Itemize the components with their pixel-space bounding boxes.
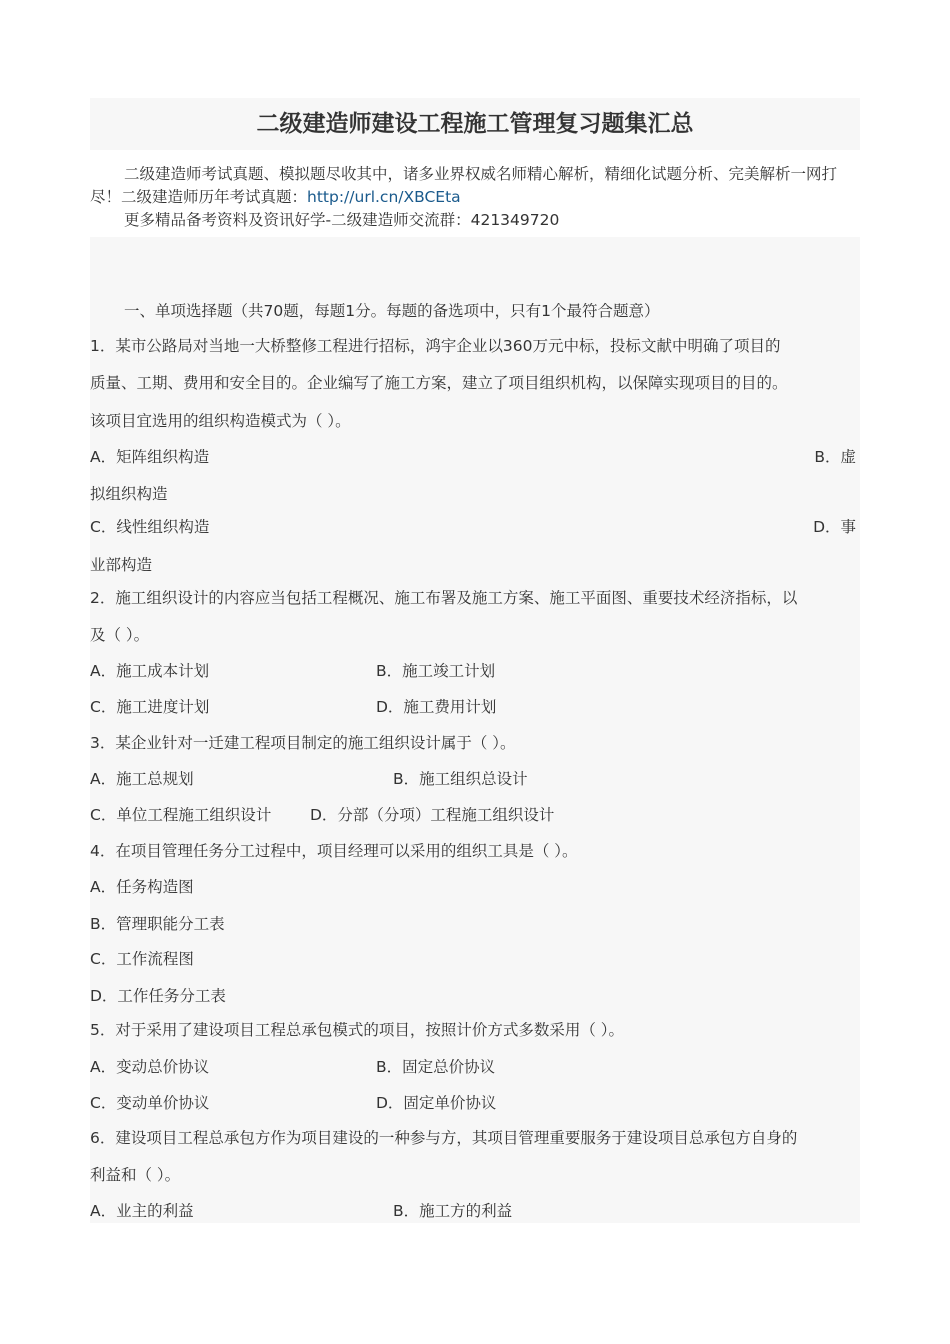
question-2-option-a: A．施工成本计划	[90, 662, 210, 680]
intro-group-line: 更多精品备考资料及资讯好学-二级建造师交流群：421349720	[124, 211, 560, 229]
question-1-option-b: B．虚	[814, 448, 856, 466]
question-2-stem-line-1: 2．施工组织设计的内容应当包括工程概况、施工布署及施工方案、施工平面图、重要技术经济指标，以	[90, 589, 798, 607]
question-4-option-d: D．工作任务分工表	[90, 987, 226, 1005]
question-1-option-d: D．事	[813, 518, 856, 536]
intro-text: 二级建造师考试真题、模拟题尽收其中，诸多业界权威名师精心解析，精细化试题分析、完美解析一网打尽！二级建造师历年考试真题：	[90, 165, 838, 206]
question-4-option-b: B．管理职能分工表	[90, 915, 225, 933]
question-5-option-c: C．变动单价协议	[90, 1094, 210, 1112]
question-4-option-a: A．任务构造图	[90, 878, 194, 896]
question-4-option-c: C．工作流程图	[90, 950, 194, 968]
section-heading: 一、单项选择题（共70题，每题1分。每题的备选项中，只有1个最符合题意）	[124, 302, 660, 320]
question-6-stem-line-2: 利益和（ ）。	[90, 1166, 181, 1184]
question-3-option-a: A．施工总规划	[90, 770, 194, 788]
exam-link[interactable]: http://url.cn/XBCEta	[307, 188, 461, 206]
question-5-option-d: D．固定单价协议	[376, 1094, 497, 1112]
question-6-option-b: B．施工方的利益	[393, 1202, 513, 1220]
intro-block	[90, 163, 860, 232]
question-1-option-d-cont: 业部构造	[90, 556, 153, 574]
intro-paragraph	[90, 163, 860, 209]
question-6-stem-line-1: 6．建设项目工程总承包方作为项目建设的一种参与方，其项目管理重要服务于建设项目总承包方自身的	[90, 1129, 798, 1147]
question-3-option-b: B．施工组织总设计	[393, 770, 528, 788]
question-5-option-b: B．固定总价协议	[376, 1058, 496, 1076]
question-1-option-a: A．矩阵组织构造	[90, 448, 210, 466]
question-1-option-b-cont: 拟组织构造	[90, 485, 168, 503]
question-6-option-a: A．业主的利益	[90, 1202, 194, 1220]
question-1-stem-line-3: 该项目宜选用的组织构造模式为（ ）。	[90, 412, 351, 430]
question-3-stem: 3．某企业针对一迁建工程项目制定的施工组织设计属于（ ）。	[90, 734, 516, 752]
question-4-stem: 4．在项目管理任务分工过程中，项目经理可以采用的组织工具是（ ）。	[90, 842, 578, 860]
question-5-option-a: A．变动总价协议	[90, 1058, 210, 1076]
question-2-option-d: D．施工费用计划	[376, 698, 497, 716]
question-3-option-d: D．分部（分项）工程施工组织设计	[310, 806, 555, 824]
question-3-option-c: C．单位工程施工组织设计	[90, 806, 272, 824]
question-1-option-c: C．线性组织构造	[90, 518, 210, 536]
question-1-stem-line-2: 质量、工期、费用和安全目的。企业编写了施工方案，建立了项目组织机构，以保障实现项目的目的。	[90, 374, 788, 392]
document-title: 二级建造师建设工程施工管理复习题集汇总	[256, 111, 694, 137]
title-bar	[90, 98, 860, 150]
question-2-stem-line-2: 及（ ）。	[90, 626, 150, 644]
question-2-option-b: B．施工竣工计划	[376, 662, 496, 680]
question-2-option-c: C．施工进度计划	[90, 698, 210, 716]
question-1-stem-line-1: 1．某市公路局对当地一大桥整修工程进行招标，鸿宇企业以360万元中标，投标文献中明确了项目的	[90, 337, 781, 355]
question-5-stem: 5．对于采用了建设项目工程总承包模式的项目，按照计价方式多数采用（ ）。	[90, 1021, 625, 1039]
